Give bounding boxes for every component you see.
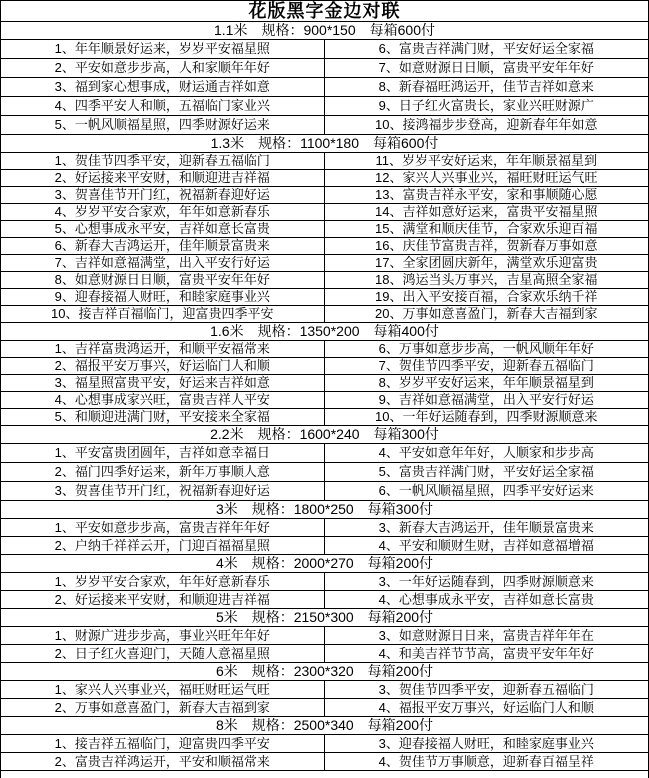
couplet-cell: 2、好运接来平安财，和顺迎进吉祥福 [1, 591, 325, 608]
section-header-4m: 4米 规格：2000*270 每箱200付 [1, 555, 648, 573]
couplet-cell: 6、万事如意步步高，一帆风顺年年好 [378, 341, 594, 356]
couplet-cell: 5、和顺迎进满门财，平安接来全家福 [1, 409, 325, 425]
couplet-cell: 6、新春大吉鸿运开，佳年顺景富贵来 [1, 238, 325, 254]
couplet-cell: 3、新春大吉鸿运开，佳年顺景富贵来 [378, 520, 594, 535]
section-2-2m [1, 426, 648, 501]
table-row [1, 591, 648, 609]
table-row [1, 170, 648, 187]
couplet-cell: 3、如意财源日日来，富贵吉祥年年在 [378, 628, 594, 643]
table-row [1, 272, 648, 289]
couplet-cell: 3、福星照富贵平安，好运来吉祥如意 [1, 375, 325, 391]
couplet-cell: 12、家兴人兴事业兴，福旺财旺运气旺 [375, 170, 598, 185]
couplet-cell: 13、富贵吉祥永平安，家和事顺随心愿 [375, 187, 598, 202]
couplet-cell: 8、岁岁平安好运来，年年顺景福星到 [378, 375, 594, 390]
couplet-cell: 3、福到家心想事成，财运通吉祥如意 [1, 78, 325, 96]
couplet-cell: 4、岁岁平安合家欢，年年如意新春乐 [1, 204, 325, 220]
table-row [1, 97, 648, 116]
table-row [1, 238, 648, 255]
couplet-cell: 3、贺喜佳节开门红，祝福新春迎好运 [1, 187, 325, 203]
table-row [1, 627, 648, 645]
section-header-1-1m: 1.1米 规格：900*150 每箱600付 [1, 22, 648, 40]
table-row [1, 573, 648, 591]
table-row [1, 116, 648, 135]
table-row [1, 204, 648, 221]
table-row [1, 392, 648, 409]
couplet-cell: 5、心想事成永平安，吉祥如意长富贵 [1, 221, 325, 237]
couplet-cell: 1、财源广进步步高，事业兴旺年年好 [1, 627, 325, 644]
couplet-cell: 1、贺佳节四季平安，迎新春五福临门 [1, 153, 325, 169]
table-row [1, 40, 648, 59]
couplet-cell: 2、平安如意步步高，人和家顺年年好 [1, 59, 325, 77]
section-header-5m: 5米 规格：2150*300 每箱200付 [1, 609, 648, 627]
table-row [1, 519, 648, 537]
couplet-cell: 4、平安如意年年好，人顺家和步步高 [378, 445, 594, 460]
couplet-cell: 2、万事如意喜盈门，新春大吉福到家 [1, 699, 325, 716]
couplet-cell: 5、一帆风顺福星照，四季财源好运来 [1, 116, 325, 134]
couplet-cell: 1、平安如意步步高，富贵吉祥年年好 [1, 519, 325, 536]
table-row [1, 341, 648, 358]
couplet-cell: 4、心想事成永平安，吉祥如意长富贵 [378, 592, 594, 607]
section-header-8m: 8米 规格：2500*340 每箱200付 [1, 717, 648, 735]
couplet-cell: 7、吉祥如意福满堂，出入平安行好运 [1, 255, 325, 271]
table-row [1, 187, 648, 204]
couplet-cell: 8、如意财源日日顺，富贵平安年年好 [1, 272, 325, 288]
table-row [1, 78, 648, 97]
couplet-cell: 4、和美吉祥节节高，富贵平安年年好 [378, 646, 594, 661]
couplet-cell: 4、平安和顺财生财，吉祥如意福增福 [378, 538, 594, 553]
couplet-cell: 2、富贵吉祥鸿运开，平安和顺福常来 [1, 753, 325, 770]
couplet-cell: 18、鸿运当头万事兴，吉星高照全家福 [375, 272, 598, 287]
couplet-cell: 4、贺佳节万事顺意，迎新春百福呈祥 [378, 754, 594, 769]
couplet-cell: 2、日子红火喜迎门，天随人意福星照 [1, 645, 325, 662]
couplet-cell: 10、接鸿福步步登高，迎新春年年如意 [375, 117, 598, 132]
couplet-cell: 8、新春福旺鸿运开，佳节吉祥如意来 [378, 79, 594, 94]
section-1-6m [1, 323, 648, 426]
section-1-1m [1, 22, 648, 135]
section-3m [1, 501, 648, 555]
couplet-cell: 2、福门四季好运来，新年万事顺人意 [1, 463, 325, 481]
couplet-cell: 6、富贵吉祥满门财，平安好运全家福 [378, 41, 594, 56]
couplet-cell: 7、如意财源日日顺，富贵平安年年好 [378, 60, 594, 75]
couplet-cell: 3、贺喜佳节开门红，祝福新春迎好运 [1, 482, 325, 500]
section-5m [1, 609, 648, 663]
table-row [1, 409, 648, 426]
couplet-cell: 9、迎春接福人财旺，和睦家庭事业兴 [1, 289, 325, 305]
couplet-cell: 2、好运接来平安财，和顺迎进吉祥福 [1, 170, 325, 186]
couplet-cell: 1、平安富贵团圆年，吉祥如意幸福日 [1, 444, 325, 462]
page-title: 花版黑字金边对联 [1, 0, 648, 22]
table-row [1, 375, 648, 392]
couplet-cell: 1、吉祥富贵鸿运开，和顺平安福常来 [1, 341, 325, 357]
couplet-cell: 3、迎春接福人财旺，和睦家庭事业兴 [378, 736, 594, 751]
table-row [1, 358, 648, 375]
section-header-1-6m: 1.6米 规格：1350*200 每箱400付 [1, 323, 648, 341]
couplet-cell: 19、出入平安接百福，合家欢乐纳千祥 [375, 289, 598, 304]
section-1-3m [1, 135, 648, 323]
couplet-cell: 4、福报平安万事兴，好运临门人和顺 [378, 700, 594, 715]
couplet-cell: 7、贺佳节四季平安，迎新春五福临门 [378, 358, 594, 373]
table-row [1, 482, 648, 501]
section-header-2-2m: 2.2米 规格：1600*240 每箱300付 [1, 426, 648, 444]
table-row [1, 681, 648, 699]
couplet-cell: 4、心想事成家兴旺，富贵吉祥人平安 [1, 392, 325, 408]
table-row [1, 255, 648, 272]
table-row [1, 537, 648, 555]
section-4m [1, 555, 648, 609]
couplet-cell: 17、全家团圆庆新年，满堂欢乐迎富贵 [375, 255, 598, 270]
table-row [1, 306, 648, 323]
table-row [1, 463, 648, 482]
couplet-cell: 20、万事如意喜盈门，新春大吉福到家 [375, 306, 598, 321]
section-8m [1, 717, 648, 771]
couplet-cell: 3、贺佳节四季平安，迎新春五福临门 [378, 682, 594, 697]
table-row [1, 59, 648, 78]
couplet-cell: 2、福报平安万事兴，好运临门人和顺 [1, 358, 325, 374]
section-6m [1, 663, 648, 717]
section-header-3m: 3米 规格：1800*250 每箱300付 [1, 501, 648, 519]
couplet-cell: 5、富贵吉祥满门财，平安好运全家福 [378, 464, 594, 479]
table-row [1, 645, 648, 663]
couplet-cell: 9、日子红火富贵长，家业兴旺财源广 [378, 98, 594, 113]
couplet-cell: 2、户纳千祥祥云开，门迎百福福星照 [1, 537, 325, 554]
couplet-cell: 9、吉祥如意福满堂，出入平安行好运 [378, 392, 594, 407]
section-header-1-3m: 1.3米 规格：1100*180 每箱600付 [1, 135, 648, 153]
couplet-cell: 10、一年好运随春到，四季财源顺意来 [375, 409, 598, 424]
table-row [1, 699, 648, 717]
table-row [1, 444, 648, 463]
couplet-cell: 4、四季平安人和顺，五福临门家业兴 [1, 97, 325, 115]
couplet-cell: 6、一帆风顺福星照，四季平安好运来 [378, 483, 594, 498]
couplet-cell: 1、岁岁平安合家欢，年年好意新春乐 [1, 573, 325, 590]
table-row [1, 735, 648, 753]
couplet-cell: 14、吉祥如意好运来，富贵平安福星照 [375, 204, 598, 219]
couplet-cell: 11、岁岁平安好运来，年年顺景福星到 [375, 153, 597, 168]
couplet-cell: 10、接吉祥百福临门，迎富贵四季平安 [1, 306, 325, 322]
couplet-cell: 1、家兴人兴事业兴，福旺财旺运气旺 [1, 681, 325, 698]
couplet-cell: 3、一年好运随春到，四季财源顺意来 [378, 574, 594, 589]
table-row [1, 289, 648, 306]
table-row [1, 153, 648, 170]
couplet-cell: 16、庆佳节富贵吉祥，贺新春万事如意 [375, 238, 598, 253]
table-row [1, 221, 648, 238]
table-row [1, 753, 648, 771]
couplet-cell: 1、年年顺景好运来，岁岁平安福星照 [1, 40, 325, 58]
couplet-cell: 1、接吉祥五福临门，迎富贵四季平安 [1, 735, 325, 752]
section-header-6m: 6米 规格：2300*320 每箱200付 [1, 663, 648, 681]
couplet-cell: 15、满堂和顺庆佳节，合家欢乐迎百福 [375, 221, 598, 236]
